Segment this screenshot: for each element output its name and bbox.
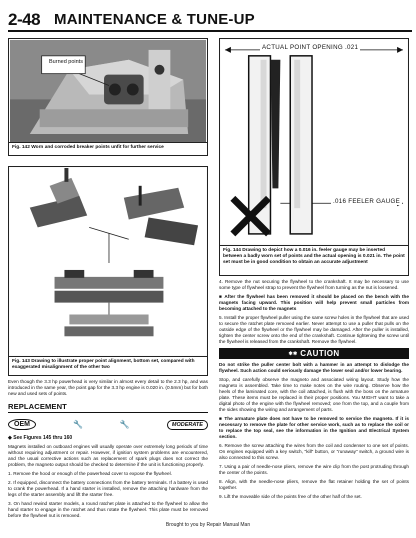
step-4: 4. Remove the nut securing the flywheel to the crankshaft. It may be necessary to use some type of flywheel strap to prevent the flywheel from turning as the nut is loosened. <box>219 279 409 291</box>
wrench-icon: 🔧 <box>119 420 130 430</box>
figure-143-caption: Fig. 143 Drawing to illustrate proper point alignment, bottom set, compared with exaggerated misalignment of the other two <box>9 356 207 375</box>
point-alignment-drawing <box>10 168 206 355</box>
step-9: 9. Lift the moveable side of the points free of the other half of the set. <box>219 494 362 500</box>
page-footer: Brought to you by Repair Manual Man <box>165 522 251 528</box>
burned-points-callout: Burned points <box>49 59 83 65</box>
step-6: 6. Remove the screw attaching the wires from the coil and condenser to one set of points. On engines equipped with a key switch, "kill" button, or "runaway" switch, a ground wire is also connected to this screw. <box>219 443 409 461</box>
body-paragraph: Even though the 3.3 hp powerhead is very similar in almost every detail to the 2.3 hp, and was introduced in the same year, the point gap for the 3.3 hp engine is 0.020 in. (0.5mm) but for both new and used sets of points. <box>8 379 208 397</box>
right-column <box>219 38 409 500</box>
page-title: MAINTENANCE & TUNE-UP <box>54 11 255 28</box>
caution-banner <box>219 348 409 359</box>
see-figures-reference: ◆ See Figures 145 thru 160 <box>8 435 73 442</box>
difficulty-badges <box>8 417 208 432</box>
feeler-gauge-label: .016 FEELER GAUGE <box>333 198 400 205</box>
page-header <box>8 10 412 32</box>
figure-144-caption: Fig. 144 Drawing to depict how a 0.016 in. feeler gauge may be inserted between a badly worn set of points and the actual opening is 0.021 in. The point set must be in good condition to obtain an accurate adjustment <box>220 245 408 275</box>
caution-stars-icon: ✱✱ <box>288 351 298 358</box>
caution-text: Do not strike the puller center bolt with a hammer in an attempt to dislodge the flywheel. Such action could seriously damage the lower seal and/or lower bearing. <box>219 362 409 374</box>
note-armature-plate: ■ The armature plate does not have to be removed to service the magneto. If it is necessary to remove the plate for other service work, such as to replace the coil or to replace the top seal, see the information in the Ignition and Electrical System section. <box>219 416 409 440</box>
step-7: 7. Using a pair of needle-nose pliers, remove the wire clip from the post protruding through the center of the points. <box>219 464 409 476</box>
figure-142-caption: Fig. 142 Worn and corroded breaker points unfit for further service <box>9 142 207 155</box>
difficulty-moderate-badge: MODERATE <box>167 420 208 430</box>
step-5: 5. Install the proper flywheel puller using the same screw holes in the flywheel that are used to secure the ratchet plate removed earlier. Never attempt to use a puller that pulls on the outside edge of the flywheel or the flywheel may be damaged. After the puller is installed, tighten the center screw onto the end of the crankshaft. Continue tightening the screw until the flywheel is released from the crankshaft. Remove the flywheel. <box>219 315 409 345</box>
feeler-gauge-drawing <box>221 40 407 244</box>
figure-142 <box>8 38 208 156</box>
step-3: 3. On hand rewind starter models, a round ratchet plate is attached to the flywheel to allow the hand starter to engage in the ratchet and thus rotate the flywheel. This plate must be removed before the flywheel nut is removed. <box>8 501 208 519</box>
wrench-icon: 🔧 <box>72 420 83 430</box>
note-flywheel-placement: ■ After the flywheel has been removed it should be placed on the bench with the magnets facing upward. This position will help prevent small particles from becoming attached to the magnets <box>219 294 409 312</box>
step-2: 2. If equipped, disconnect the battery connections from the battery terminals. If a battery is used to crank the powerhead. If a hand starter is installed, remove the attaching hardware from the legs of the starter assembly and lift the starter free. <box>8 480 208 498</box>
section-heading-replacement: REPLACEMENT <box>8 402 208 413</box>
actual-point-opening-label: ACTUAL POINT OPENING .021 <box>262 44 359 51</box>
step-8: 8. Align, with the needle-nose pliers, remove the flat retainer holding the set of points together. <box>219 479 409 491</box>
breaker-points-photo <box>10 40 206 142</box>
body-paragraph: Magnets installed on outboard engines will usually operate over extremely long periods of time without requiring adjustment or repair. However, if ignition system problems are encountered, and the usual corrective actions such as replacement of spark plugs does not correct the problem, the magneto output should be checked to determine if the unit is functioning properly. <box>8 444 208 468</box>
step-1: 1. Remove the hood or enough of the powerhead cover to expose the flywheel. <box>8 471 172 477</box>
body-paragraph: Stop, and carefully observe the magneto and associated wiring layout. Study how the magneto is assembled. Take time to make notes on the wire routing. Observe how the heels of the laminated core, with the coil attached, is flush with the boss on the armature plate. These items must be replaced in their proper positions. You MIGHT want to take a digital photo of the engine with the flywheel removed; one from the top, and a couple from the sides showing the wiring and arrangement of parts. <box>219 377 409 413</box>
caution-label: CAUTION <box>300 349 340 359</box>
figure-144 <box>219 38 409 276</box>
oem-badge: OEM <box>8 419 36 430</box>
figure-143 <box>8 166 208 376</box>
page-number: 2-48 <box>8 10 41 29</box>
left-column <box>8 38 208 519</box>
